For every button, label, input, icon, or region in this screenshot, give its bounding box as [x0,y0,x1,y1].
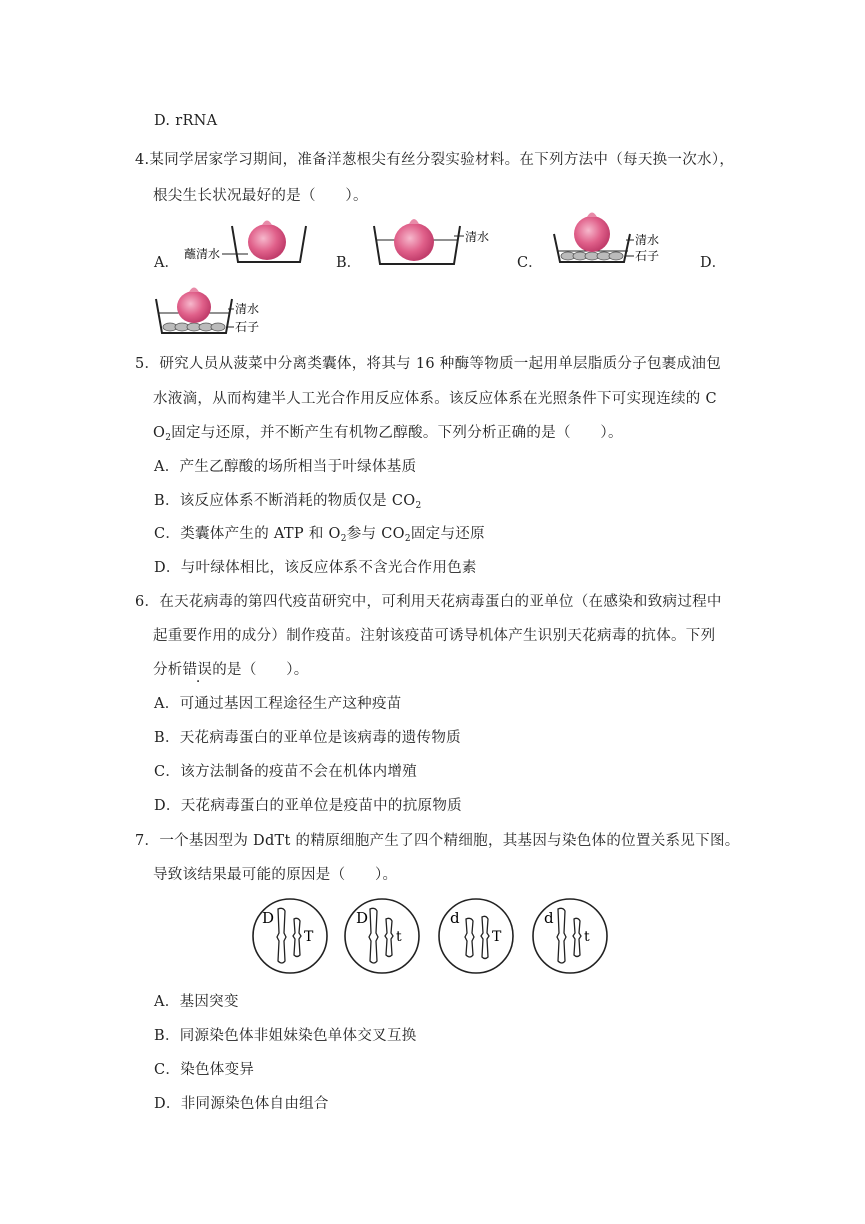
svg-text:t: t [584,929,590,945]
q5-option-a: A．产生乙醇酸的场所相当于叶绿体基质 [154,459,417,475]
q4-fig-a-water-label: 蘸清水 [184,247,221,261]
q5-option-c: C．类囊体产生的 ATP 和 $O_2$参与 $CO_2$固定与还原 [154,526,485,544]
q4-label-a: A． [154,255,179,271]
q5-option-b: B．该反应体系不断消耗的物质仅是 $CO_2$ [154,493,422,511]
q4-label-d: D． [700,255,727,271]
q6-option-a: A．可通过基因工程途径生产这种疫苗 [154,696,402,712]
q6-stem-line3: 分析错误的是（ ）。 [153,662,309,678]
q7-option-a: A．基因突变 [154,994,239,1010]
q6-option-b: B．天花病毒蛋白的亚单位是该病毒的遗传物质 [154,730,461,746]
q6-stem-line1: 6．在天花病毒的第四代疫苗研究中，可利用天花病毒蛋白的亚单位（在感染和致病过程中 [135,594,722,610]
q4-fig-b-water-label: 清水 [465,230,490,244]
q7-cell-4 [533,899,607,973]
q4-label-c: C． [517,255,543,271]
svg-text:d: d [544,909,554,927]
q4-figure-b [368,212,498,270]
q5-stem-line3: $O_2$固定与还原，并不断产生有机物乙醇酸。下列分析正确的是（ ）。 [153,425,623,443]
q7-cells-figure [250,895,615,977]
q4-figure-a [182,212,312,270]
q7-option-b: B．同源染色体非姐妹染色单体交叉互换 [154,1028,417,1044]
q4-fig-d-water-label: 清水 [235,302,260,316]
svg-text:T: T [492,929,502,945]
q6-stem-line2: 起重要作用的成分）制作疫苗。注射该疫苗可诱导机体产生识别天花病毒的抗体。下列 [153,628,716,644]
q4-figure-d [152,285,272,341]
svg-text:D: D [356,909,369,927]
svg-text:T: T [304,929,314,945]
q7-cell-1 [253,899,327,973]
q7-cell-3 [439,899,513,973]
q4-fig-c-stone-label: 石子 [635,249,660,263]
q4-label-b: B． [336,255,362,271]
q4-stem-line1: 4.某同学居家学习期间，准备洋葱根尖有丝分裂实验材料。在下列方法中（每天换一次水）， [135,152,735,168]
q7-option-d: D．非同源染色体自由组合 [154,1096,329,1112]
q7-stem-line1: 7．一个基因型为 DdTt 的精原细胞产生了四个精细胞，其基因与染色体的位置关系见下图。 [135,833,740,849]
q5-option-d: D．与叶绿体相比，该反应体系不含光合作用色素 [154,560,477,576]
q4-figure-c [550,210,670,268]
q7-option-c: C．染色体变异 [154,1062,255,1078]
q6-option-d: D．天花病毒蛋白的亚单位是疫苗中的抗原物质 [154,798,462,814]
q4-stem-line2: 根尖生长状况最好的是（ ）。 [153,188,368,204]
q3-option-d: D. rRNA [154,113,218,129]
q5-stem-line1: 5．研究人员从菠菜中分离类囊体，将其与 16 种酶等物质一起用单层脂质分子包裹成油包 [135,356,721,372]
q4-fig-c-water-label: 清水 [635,233,660,247]
svg-text:D: D [262,909,275,927]
q5-stem-line2: 水液滴，从而构建半人工光合作用反应体系。该反应体系在光照条件下可实现连续的 C [153,391,717,407]
q4-fig-d-stone-label: 石子 [235,320,260,334]
svg-text:d: d [450,909,460,927]
q7-cell-2 [345,899,419,973]
q7-stem-line2: 导致该结果最可能的原因是（ ）。 [153,867,398,883]
q6-option-c: C．该方法制备的疫苗不会在机体内增殖 [154,764,417,780]
svg-text:t: t [396,929,402,945]
